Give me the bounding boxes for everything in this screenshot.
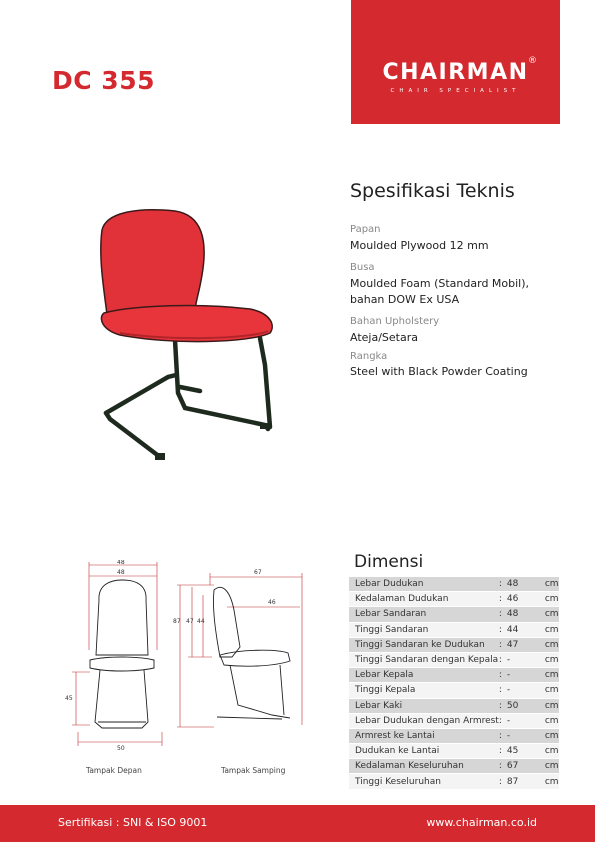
spec-value-rangka: Steel with Black Powder Coating [350, 365, 528, 378]
table-row [349, 592, 559, 607]
dim-value: - [507, 652, 545, 667]
dim-label: Lebar Dudukan [349, 577, 499, 592]
dim-label: Kedalaman Keseluruhan [349, 759, 499, 774]
dim-unit: cm [545, 652, 559, 667]
dim-value: - [507, 668, 545, 683]
dim-label: Kedalaman Dudukan [349, 592, 499, 607]
dim-label: Lebar Kaki [349, 698, 499, 713]
dim-label: Tinggi Sandaran ke Dudukan [349, 637, 499, 652]
table-row [349, 607, 559, 622]
dim-unit: cm [545, 713, 559, 728]
website-link[interactable]: www.chairman.co.id [426, 816, 537, 829]
dim-colon: : [499, 774, 507, 789]
registered-mark: ® [528, 56, 537, 66]
side-dim-depth-total: 67 [254, 569, 262, 576]
spec-label-rangka: Rangka [350, 351, 388, 362]
table-row [349, 683, 559, 698]
spec-value-papan: Moulded Plywood 12 mm [350, 239, 489, 252]
dim-colon: : [499, 622, 507, 637]
side-dim-back-to-seat: 47 [186, 618, 194, 625]
dim-value: 87 [507, 774, 545, 789]
dim-colon: : [499, 607, 507, 622]
spec-label-busa: Busa [350, 262, 375, 273]
side-view-drawing [172, 565, 307, 760]
dim-value: - [507, 713, 545, 728]
dim-unit: cm [545, 637, 559, 652]
dim-unit: cm [545, 698, 559, 713]
table-row [349, 728, 559, 743]
model-title: DC 355 [52, 66, 155, 95]
dim-unit: cm [545, 744, 559, 759]
front-dim-width-inner: 48 [117, 569, 125, 576]
spec-label-upholstery: Bahan Upholstery [350, 316, 440, 327]
dim-colon: : [499, 759, 507, 774]
dim-colon: : [499, 652, 507, 667]
dimension-title: Dimensi [354, 552, 424, 572]
side-view-caption: Tampak Samping [221, 766, 286, 775]
table-row [349, 668, 559, 683]
dim-value: - [507, 728, 545, 743]
chair-product-image [80, 205, 290, 470]
dim-colon: : [499, 592, 507, 607]
dim-colon: : [499, 637, 507, 652]
dimension-table [349, 577, 559, 790]
dim-colon: : [499, 713, 507, 728]
dim-value: - [507, 683, 545, 698]
dim-colon: : [499, 683, 507, 698]
dim-value: 50 [507, 698, 545, 713]
dim-unit: cm [545, 774, 559, 789]
table-row [349, 774, 559, 789]
dim-unit: cm [545, 759, 559, 774]
spec-label-papan: Papan [350, 224, 381, 235]
brand-tagline: CHAIR SPECIALIST [390, 88, 521, 94]
dim-label: Dudukan ke Lantai [349, 744, 499, 759]
side-dim-height-total: 87 [173, 618, 181, 625]
table-row [349, 744, 559, 759]
table-row [349, 698, 559, 713]
table-row [349, 713, 559, 728]
dim-colon: : [499, 668, 507, 683]
certification-text: Sertifikasi : SNI & ISO 9001 [58, 816, 208, 829]
dim-value: 44 [507, 622, 545, 637]
dim-unit: cm [545, 668, 559, 683]
dim-label: Lebar Kepala [349, 668, 499, 683]
dim-label: Armrest ke Lantai [349, 728, 499, 743]
dim-value: 48 [507, 607, 545, 622]
dim-unit: cm [545, 622, 559, 637]
brand-logo [351, 0, 560, 124]
spec-value-busa-line2: bahan DOW Ex USA [350, 293, 460, 306]
dim-colon: : [499, 728, 507, 743]
dim-value: 67 [507, 759, 545, 774]
dim-unit: cm [545, 577, 559, 592]
side-dim-seat-depth: 46 [268, 599, 276, 606]
dim-label: Lebar Sandaran [349, 607, 499, 622]
dim-label: Tinggi Kepala [349, 683, 499, 698]
side-dim-back-height: 44 [197, 618, 205, 625]
spec-title: Spesifikasi Teknis [350, 180, 515, 202]
dim-label: Tinggi Sandaran [349, 622, 499, 637]
table-row [349, 577, 559, 592]
front-view-caption: Tampak Depan [86, 766, 142, 775]
front-dim-seat-height: 45 [65, 695, 73, 702]
dim-value: 46 [507, 592, 545, 607]
front-view-drawing [62, 560, 182, 760]
front-dim-width-top: 48 [117, 560, 125, 566]
dim-label: Tinggi Sandaran dengan Kepala [349, 652, 499, 667]
front-dim-leg-width: 50 [117, 745, 125, 752]
table-row [349, 652, 559, 667]
dim-value: 45 [507, 744, 545, 759]
table-row [349, 759, 559, 774]
spec-value-busa-line1: Moulded Foam (Standard Mobil), [350, 277, 530, 290]
spec-value-upholstery: Ateja/Setara [350, 331, 418, 344]
dim-unit: cm [545, 592, 559, 607]
dim-label: Lebar Dudukan dengan Armrest [349, 713, 499, 728]
dim-unit: cm [545, 683, 559, 698]
dim-value: 47 [507, 637, 545, 652]
dim-colon: : [499, 698, 507, 713]
brand-name: CHAIRMAN [382, 60, 529, 85]
dim-label: Tinggi Keseluruhan [349, 774, 499, 789]
dim-unit: cm [545, 607, 559, 622]
dim-value: 48 [507, 577, 545, 592]
table-row [349, 622, 559, 637]
dim-colon: : [499, 744, 507, 759]
dim-unit: cm [545, 728, 559, 743]
dim-colon: : [499, 577, 507, 592]
table-row [349, 637, 559, 652]
